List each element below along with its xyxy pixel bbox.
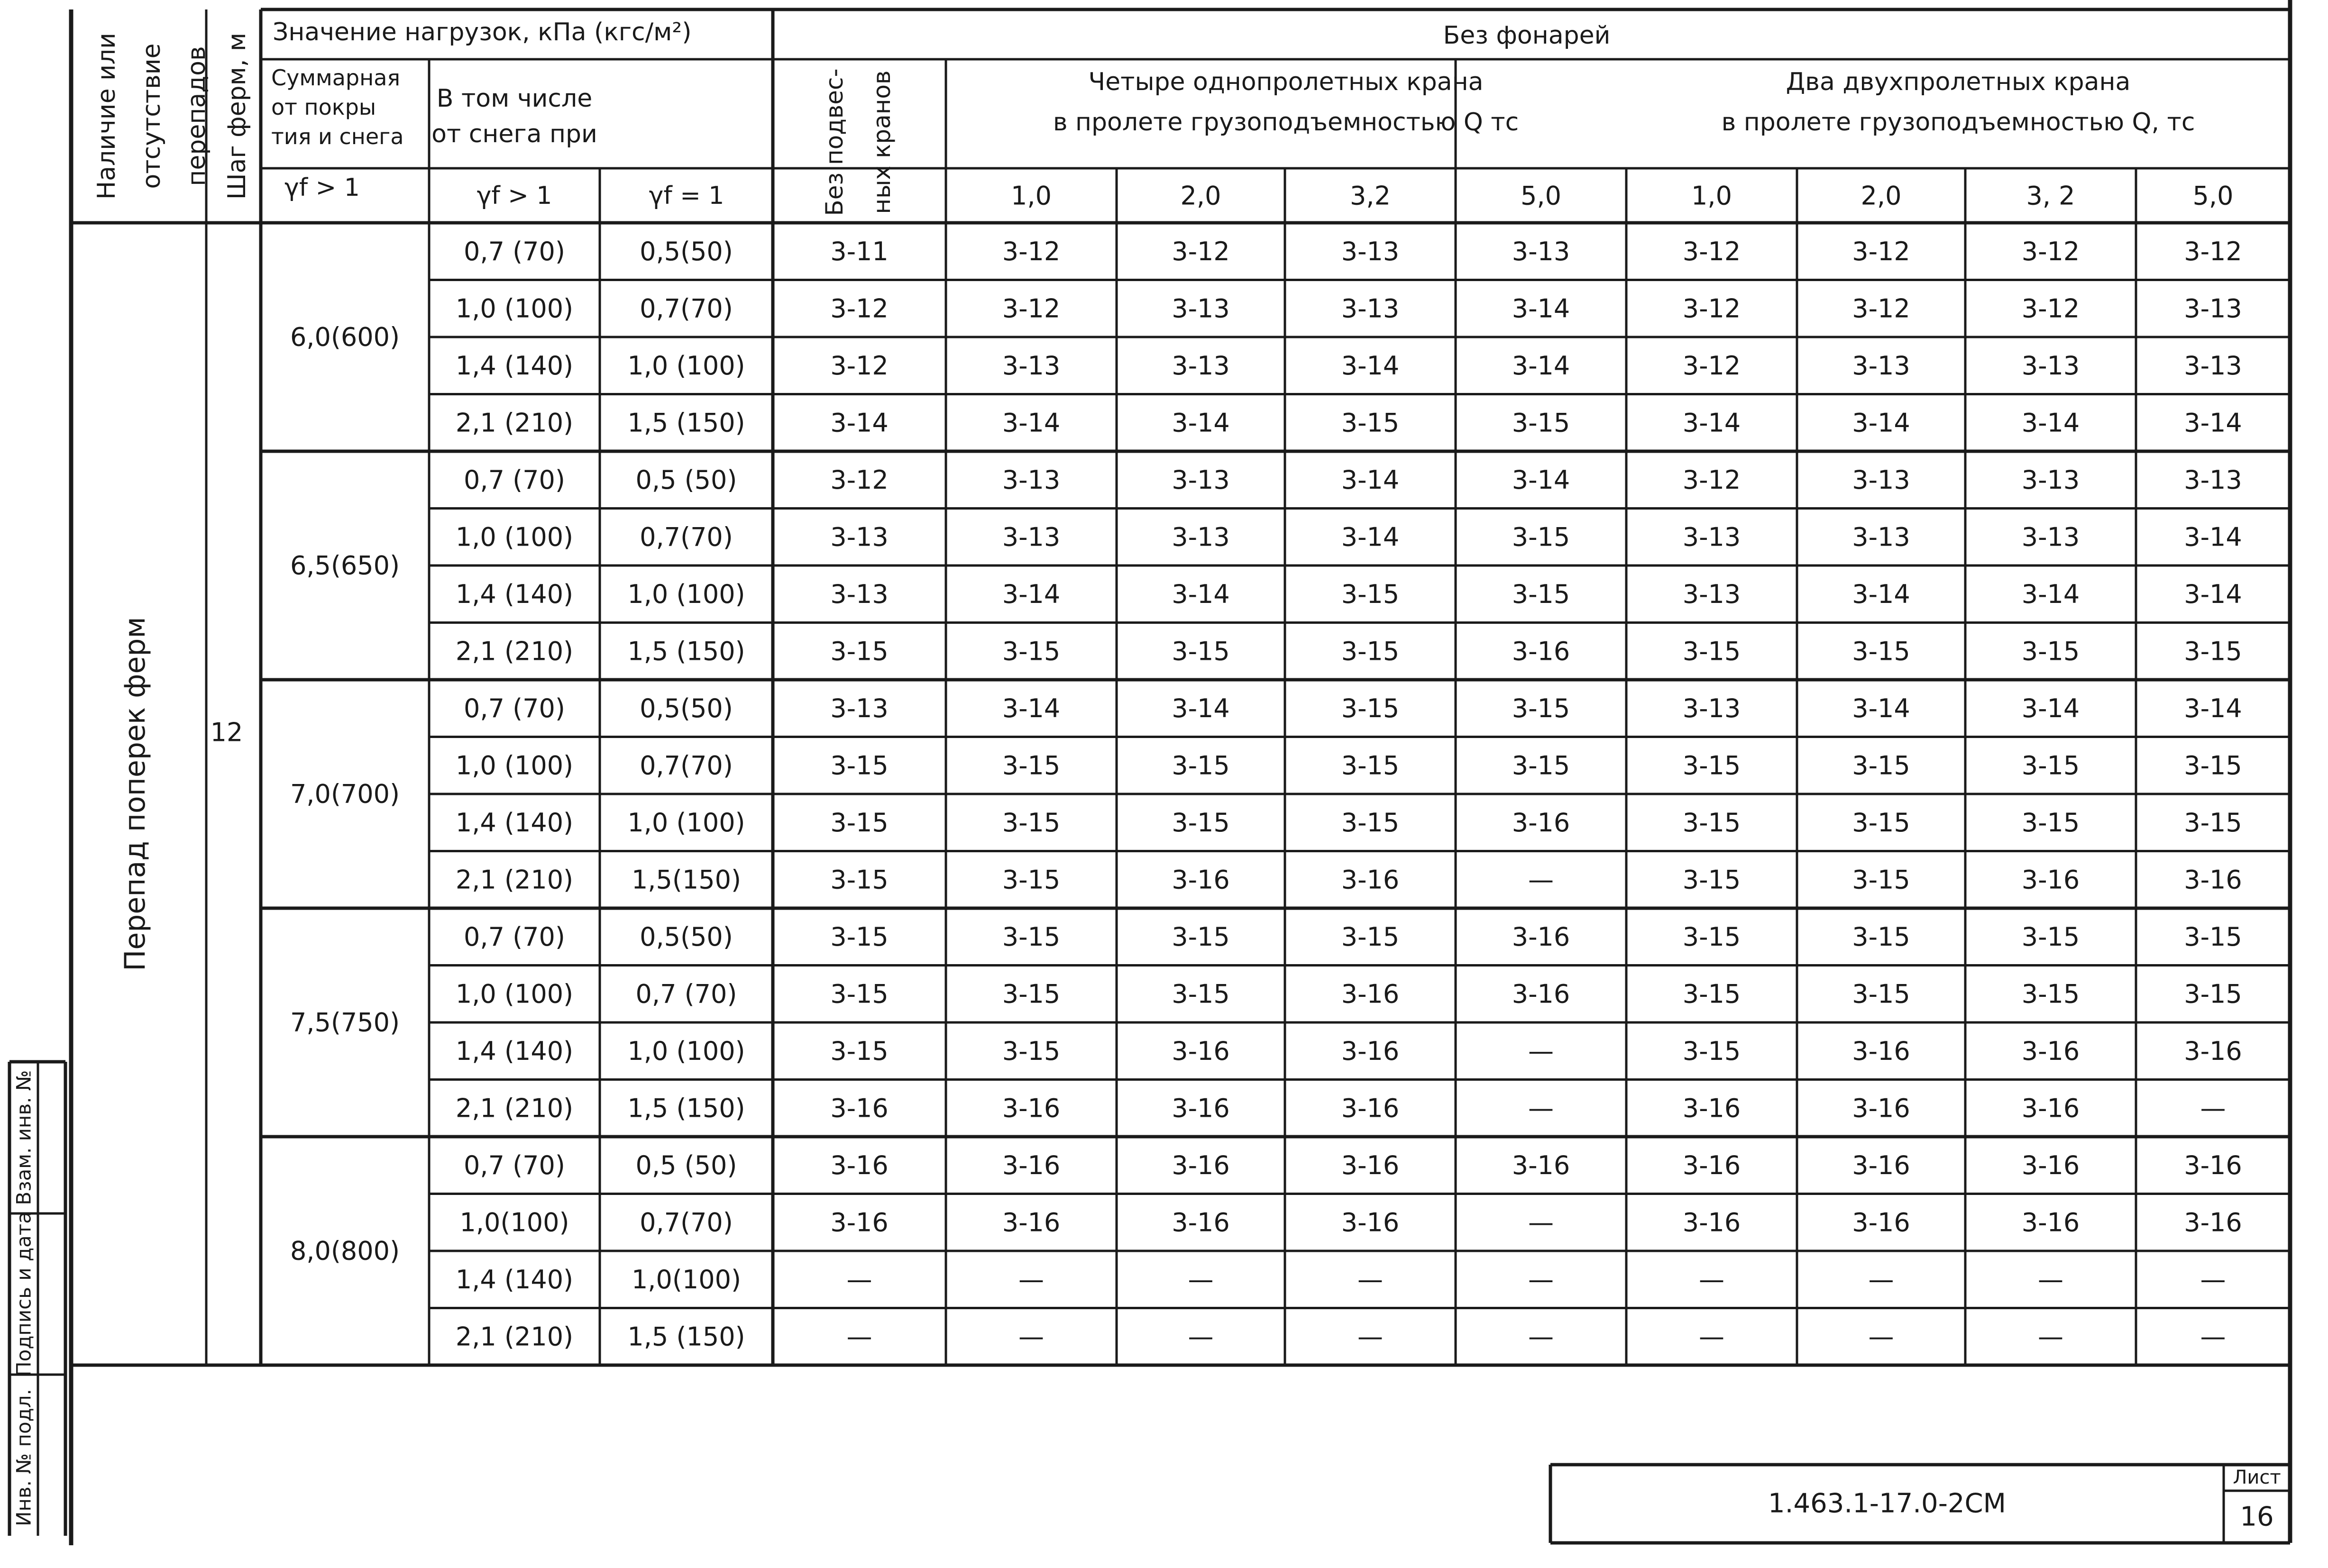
snow-load-eq-value: 0,7(70) [640, 750, 733, 781]
sheet-reference-cell: 3-14 [2021, 579, 2080, 609]
sheet-reference-cell: 3-16 [1682, 1093, 1741, 1123]
sheet-reference-cell: 3-16 [1172, 865, 1230, 895]
sheet-reference-cell: 3-16 [1341, 865, 1400, 895]
presence-header-text: перепадов [183, 46, 211, 186]
snow-load-gt-value: 1,0(100) [459, 1207, 569, 1238]
sheet-reference-cell: 3-12 [830, 350, 889, 381]
sheet-reference-cell: 3-15 [1682, 921, 1741, 952]
sheet-reference-cell: 3-13 [830, 579, 889, 609]
sheet-reference-cell: 3-14 [1002, 408, 1061, 438]
sheet-reference-cell: 3-15 [1852, 921, 1910, 952]
sheet-reference-cell: 3-13 [1512, 236, 1570, 266]
snow-load-gt-value: 1,0 (100) [455, 979, 574, 1009]
snow-load-gt-value: 0,7 (70) [464, 921, 565, 952]
sheet-reference-cell: 3-12 [1172, 236, 1230, 266]
snow-load-eq-value: 0,5(50) [640, 236, 733, 266]
sheet-reference-cell: — [1528, 1264, 1554, 1295]
sheet-reference-cell: 3-13 [2184, 465, 2242, 495]
snow-load-gt-value: 1,0 (100) [455, 750, 574, 781]
snow-load-gt-value: 0,7 (70) [464, 1150, 565, 1180]
sheet-reference-cell: 3-14 [2184, 522, 2242, 552]
sheet-reference-cell: 3-15 [2184, 921, 2242, 952]
snow-load-gt-value: 2,1 (210) [455, 636, 574, 666]
sheet-reference-cell: 3-12 [1682, 465, 1741, 495]
sheet-reference-cell: 3-15 [1172, 750, 1230, 781]
sheet-reference-cell: 3-16 [1512, 921, 1570, 952]
sheet-reference-cell: 3-14 [1682, 408, 1741, 438]
snow-load-gt-value: 2,1 (210) [455, 1093, 574, 1123]
sheet-reference-cell: 3-16 [1002, 1207, 1061, 1238]
sheet-reference-cell: 3-15 [2021, 921, 2080, 952]
sheet-reference-cell: 3-16 [2021, 1207, 2080, 1238]
snow-load-gt-value: 2,1 (210) [455, 865, 574, 895]
sheet-reference-cell: 3-15 [1852, 865, 1910, 895]
sheet-reference-cell: 3-16 [1512, 636, 1570, 666]
sheet-reference-cell: 3-13 [2184, 293, 2242, 324]
sheet-reference-cell: 3-13 [2184, 350, 2242, 381]
sheet-reference-cell: — [1528, 1207, 1554, 1238]
presence-header-text: Наличие или [92, 33, 121, 200]
presence-row-label: Перепад поперек ферм [119, 617, 152, 971]
sheet-reference-cell: 3-13 [1852, 522, 1910, 552]
sheet-reference-cell: 3-15 [1682, 750, 1741, 781]
sheet-reference-cell: 3-15 [1852, 979, 1910, 1009]
sheet-reference-cell: 3-15 [1512, 750, 1570, 781]
step-value: 12 [210, 717, 243, 748]
sheet-reference-cell: 3-12 [2021, 236, 2080, 266]
stamp-replaced-inv: Взам. инв. № [12, 1070, 36, 1205]
sheet-reference-cell: — [1528, 1093, 1554, 1123]
sheet-reference-cell: 3-15 [1002, 636, 1061, 666]
sheet-reference-cell: 3-16 [1341, 1207, 1400, 1238]
sheet-reference-cell: 3-15 [1172, 921, 1230, 952]
sheet-reference-cell: 3-15 [830, 865, 889, 895]
sheet-reference-cell: 3-14 [1852, 408, 1910, 438]
total-load-value: 7,0(700) [290, 779, 400, 809]
capacity-two-1: 1,0 [1691, 181, 1732, 211]
sheet-reference-cell: — [2200, 1093, 2226, 1123]
sheet-reference-cell: 3-12 [830, 293, 889, 324]
sheet-reference-cell: 3-15 [1682, 807, 1741, 838]
snow-load-label: от снега при [431, 120, 597, 148]
sheet-reference-cell: — [2200, 1322, 2226, 1352]
sheet-reference-cell: 3-15 [2184, 750, 2242, 781]
sheet-reference-cell: 3-13 [1172, 465, 1230, 495]
sheet-reference-cell: 3-16 [1172, 1207, 1230, 1238]
total-load-label: Суммарная [271, 65, 401, 91]
sheet-reference-cell: 3-13 [1002, 522, 1061, 552]
sheet-reference-cell: 3-11 [830, 236, 889, 266]
snow-load-eq-value: 0,7(70) [640, 522, 733, 552]
sheet-reference-cell: — [1357, 1264, 1383, 1295]
sheet-reference-cell: 3-16 [2021, 1093, 2080, 1123]
sheet-reference-cell: 3-16 [2184, 1036, 2242, 1066]
loads-title: Значение нагрузок, кПа (кгс/м²) [273, 18, 692, 46]
sheet-reference-cell: 3-15 [1002, 807, 1061, 838]
snow-load-eq-value: 0,5 (50) [635, 1150, 737, 1180]
total-load-label: тия и снега [271, 124, 404, 149]
sheet-reference-cell: — [2038, 1264, 2063, 1295]
sheet-reference-cell: 3-12 [1682, 236, 1741, 266]
sheet-reference-cell: 3-16 [2184, 865, 2242, 895]
sheet-reference-cell: — [1699, 1322, 1724, 1352]
sheet-reference-cell: 3-13 [1172, 293, 1230, 324]
no-lanterns-title: Без фонарей [1443, 21, 1611, 50]
sheet-reference-cell: 3-16 [2184, 1150, 2242, 1180]
sheet-reference-cell: 3-15 [1002, 1036, 1061, 1066]
no-cranes-header: Без подвес- [821, 68, 848, 216]
snow-load-gt-value: 1,4 (140) [455, 807, 574, 838]
sheet-reference-cell: 3-15 [1341, 921, 1400, 952]
sheet-reference-cell: 3-12 [1682, 293, 1741, 324]
sheet-reference-cell: 3-15 [1172, 807, 1230, 838]
sheet-reference-cell: 3-16 [1512, 807, 1570, 838]
sheet-reference-cell: 3-15 [2184, 807, 2242, 838]
presence-header-text: отсутствие [137, 43, 166, 189]
snow-load-eq-value: 1,5 (150) [627, 1322, 745, 1352]
sheet-reference-cell: 3-14 [1341, 350, 1400, 381]
sheet-reference-cell: 3-13 [1172, 350, 1230, 381]
snow-load-eq-value: 0,5 (50) [635, 465, 737, 495]
sheet-reference-cell: 3-15 [1341, 693, 1400, 723]
sheet-reference-cell: 3-16 [830, 1150, 889, 1180]
sheet-reference-cell: 3-15 [1682, 1036, 1741, 1066]
sheet-reference-cell: — [846, 1264, 872, 1295]
sheet-reference-cell: 3-14 [1512, 465, 1570, 495]
capacity-two-4: 5,0 [2192, 181, 2234, 211]
sheet-reference-cell: 3-16 [1512, 1150, 1570, 1180]
sheet-reference-cell: 3-13 [2021, 522, 2080, 552]
sheet-label: Лист [2233, 1467, 2281, 1488]
sheet-reference-cell: 3-14 [1002, 693, 1061, 723]
sheet-reference-cell: 3-12 [2184, 236, 2242, 266]
sheet-reference-cell: — [1188, 1322, 1214, 1352]
capacity-four-1: 1,0 [1011, 181, 1052, 211]
table-grid [9, 0, 2290, 1545]
sheet-reference-cell: 3-15 [1682, 865, 1741, 895]
snow-load-eq-value: 1,0 (100) [627, 579, 745, 609]
snow-load-gt-value: 1,0 (100) [455, 293, 574, 324]
total-load-value: 6,0(600) [290, 322, 400, 352]
snow-load-gt-value: 1,4 (140) [455, 1036, 574, 1066]
sheet-reference-cell: 3-13 [1682, 522, 1741, 552]
sheet-reference-cell: 3-16 [1341, 1150, 1400, 1180]
sheet-reference-cell: 3-13 [2021, 465, 2080, 495]
stamp-inv-no: Инв. № подл. [12, 1389, 36, 1526]
capacity-four-3: 3,2 [1350, 181, 1391, 211]
gamma-snow-eq: γf = 1 [649, 182, 724, 210]
two-cranes-header: в пролете грузоподъемностью Q, тс [1721, 108, 2195, 137]
sheet-reference-cell: 3-12 [1002, 293, 1061, 324]
sheet-reference-cell: 3-16 [2021, 1150, 2080, 1180]
sheet-reference-cell: 3-14 [1512, 293, 1570, 324]
snow-load-gt-value: 0,7 (70) [464, 693, 565, 723]
sheet-reference-cell: 3-14 [1172, 693, 1230, 723]
sheet-reference-cell: 3-15 [1512, 408, 1570, 438]
snow-load-eq-value: 1,5 (150) [627, 636, 745, 666]
sheet-reference-cell: 3-16 [1852, 1036, 1910, 1066]
capacity-two-3: 3, 2 [2026, 181, 2075, 211]
sheet-reference-cell: 3-16 [1852, 1093, 1910, 1123]
snow-load-eq-value: 1,5 (150) [627, 1093, 745, 1123]
sheet-reference-cell: 3-14 [2184, 579, 2242, 609]
snow-load-eq-value: 0,7(70) [640, 1207, 733, 1238]
sheet-reference-cell: 3-16 [830, 1207, 889, 1238]
sheet-reference-cell: 3-16 [1512, 979, 1570, 1009]
sheet-reference-cell: — [1357, 1322, 1383, 1352]
snow-load-eq-value: 0,5(50) [640, 921, 733, 952]
snow-load-gt-value: 1,4 (140) [455, 1264, 574, 1295]
snow-load-gt-value: 1,4 (140) [455, 350, 574, 381]
sheet-reference-cell: 3-13 [1002, 465, 1061, 495]
sheet-reference-cell: 3-14 [2184, 408, 2242, 438]
snow-load-gt-value: 1,4 (140) [455, 579, 574, 609]
snow-load-eq-value: 0,7 (70) [635, 979, 737, 1009]
total-load-value: 6,5(650) [290, 550, 400, 581]
sheet-reference-cell: 3-15 [1682, 979, 1741, 1009]
sheet-reference-cell: 3-16 [1341, 979, 1400, 1009]
sheet-reference-cell: — [1528, 1322, 1554, 1352]
sheet-reference-cell: 3-15 [1852, 750, 1910, 781]
capacity-four-4: 5,0 [1521, 181, 1561, 211]
sheet-reference-cell: 3-12 [830, 465, 889, 495]
sheet-reference-cell: 3-15 [830, 750, 889, 781]
sheet-reference-cell: 3-15 [1172, 979, 1230, 1009]
sheet-reference-cell: 3-15 [2021, 979, 2080, 1009]
sheet-reference-cell: 3-16 [1682, 1150, 1741, 1180]
snow-load-eq-value: 1,0(100) [631, 1264, 742, 1295]
sheet-reference-cell: — [1018, 1322, 1044, 1352]
sheet-reference-cell: 3-13 [1852, 465, 1910, 495]
sheet-reference-cell: 3-13 [830, 693, 889, 723]
sheet-reference-cell: 3-15 [830, 636, 889, 666]
sheet-reference-cell: — [1699, 1264, 1724, 1295]
sheet-reference-cell: 3-14 [1172, 579, 1230, 609]
sheet-reference-cell: 3-16 [1002, 1093, 1061, 1123]
sheet-reference-cell: 3-15 [2021, 807, 2080, 838]
sheet-reference-cell: 3-15 [1341, 636, 1400, 666]
sheet-reference-cell: 3-16 [1172, 1150, 1230, 1180]
sheet-reference-cell: 3-14 [1852, 693, 1910, 723]
two-cranes-header: Два двухпролетных крана [1786, 68, 2131, 96]
sheet-reference-cell: 3-16 [1172, 1036, 1230, 1066]
sheet-reference-cell: 3-13 [830, 522, 889, 552]
capacity-four-2: 2,0 [1180, 181, 1221, 211]
no-cranes-header: ных кранов [868, 70, 896, 214]
snow-load-eq-value: 1,5(150) [631, 865, 742, 895]
sheet-reference-cell: 3-15 [1341, 807, 1400, 838]
snow-load-eq-value: 0,7(70) [640, 293, 733, 324]
sheet-reference-cell: 3-16 [2021, 1036, 2080, 1066]
gamma-snow-gt: γf > 1 [477, 182, 552, 210]
snow-load-eq-value: 1,0 (100) [627, 350, 745, 381]
snow-load-gt-value: 0,7 (70) [464, 465, 565, 495]
total-load-value: 8,0(800) [290, 1236, 400, 1266]
sheet-reference-cell: 3-15 [1002, 865, 1061, 895]
sheet-reference-cell: 3-15 [2021, 750, 2080, 781]
sheet-number: 16 [2240, 1501, 2274, 1532]
sheet-reference-cell: 3-14 [830, 408, 889, 438]
snow-load-gt-value: 2,1 (210) [455, 408, 574, 438]
sheet-reference-cell: 3-13 [1682, 579, 1741, 609]
sheet-reference-cell: 3-15 [1002, 921, 1061, 952]
sheet-reference-cell: 3-13 [1172, 522, 1230, 552]
total-load-label: от покры [271, 94, 376, 120]
sheet-reference-cell: 3-14 [1172, 408, 1230, 438]
sheet-reference-cell: — [1018, 1264, 1044, 1295]
sheet-reference-cell: 3-15 [1512, 579, 1570, 609]
capacity-two-2: 2,0 [1861, 181, 1902, 211]
sheet-reference-cell: 3-15 [830, 921, 889, 952]
sheet-reference-cell: 3-16 [1341, 1036, 1400, 1066]
sheet-reference-cell: — [1528, 865, 1554, 895]
document-code: 1.463.1-17.0-2СМ [1768, 1488, 2006, 1519]
stamp-sign-date: Подпись и дата [12, 1212, 36, 1377]
sheet-reference-cell: 3-13 [1852, 350, 1910, 381]
sheet-reference-cell: 3-16 [1852, 1150, 1910, 1180]
sheet-reference-cell: 3-14 [1341, 522, 1400, 552]
sheet-reference-cell: 3-15 [1512, 693, 1570, 723]
sheet-reference-cell: 3-15 [1341, 408, 1400, 438]
snow-load-eq-value: 1,5 (150) [627, 408, 745, 438]
sheet-reference-cell: 3-16 [2184, 1207, 2242, 1238]
sheet-reference-cell: 3-16 [1172, 1093, 1230, 1123]
gamma-total: γf > 1 [284, 173, 360, 202]
sheet-reference-cell: 3-14 [1512, 350, 1570, 381]
sheet-reference-cell: 3-15 [1341, 579, 1400, 609]
sheet-reference-cell: 3-14 [1852, 579, 1910, 609]
sheet-reference-cell: 3-14 [2021, 408, 2080, 438]
sheet-reference-cell: 3-15 [830, 1036, 889, 1066]
sheet-reference-cell: — [1868, 1322, 1894, 1352]
sheet-reference-cell: — [2200, 1264, 2226, 1295]
sheet-reference-cell: 3-16 [830, 1093, 889, 1123]
snow-load-gt-value: 1,0 (100) [455, 522, 574, 552]
snow-load-eq-value: 0,5(50) [640, 693, 733, 723]
sheet-reference-cell: 3-15 [830, 979, 889, 1009]
sheet-reference-cell: 3-15 [1852, 807, 1910, 838]
sheet-reference-cell: 3-14 [2021, 693, 2080, 723]
sheet-reference-cell: 3-15 [2184, 636, 2242, 666]
snow-load-label: В том числе [436, 84, 593, 113]
sheet-reference-cell: — [846, 1322, 872, 1352]
sheet-reference-cell: 3-16 [1341, 1093, 1400, 1123]
sheet-reference-cell: 3-15 [1002, 979, 1061, 1009]
sheet-reference-cell: — [1188, 1264, 1214, 1295]
sheet-reference-cell: 3-16 [1852, 1207, 1910, 1238]
sheet-reference-cell: 3-12 [1852, 236, 1910, 266]
sheet-reference-cell: 3-15 [1512, 522, 1570, 552]
step-header-text: Шаг ферм, м [223, 32, 251, 200]
sheet-reference-cell: 3-15 [1682, 636, 1741, 666]
snow-load-gt-value: 2,1 (210) [455, 1322, 574, 1352]
sheet-reference-cell: 3-15 [830, 807, 889, 838]
sheet-reference-cell: 3-14 [1341, 465, 1400, 495]
sheet-reference-cell: 3-13 [1341, 293, 1400, 324]
sheet-reference-cell: — [1528, 1036, 1554, 1066]
sheet-reference-cell: 3-15 [2021, 636, 2080, 666]
total-load-value: 7,5(750) [290, 1007, 400, 1038]
sheet-reference-cell: 3-13 [1341, 236, 1400, 266]
sheet-reference-cell: 3-12 [1852, 293, 1910, 324]
sheet-reference-cell: 3-15 [1341, 750, 1400, 781]
snow-load-gt-value: 0,7 (70) [464, 236, 565, 266]
sheet-reference-cell: 3-14 [1002, 579, 1061, 609]
sheet-reference-cell: 3-16 [1682, 1207, 1741, 1238]
sheet-reference-cell: 3-13 [1682, 693, 1741, 723]
sheet-reference-cell: 3-12 [1682, 350, 1741, 381]
sheet-reference-cell: — [2038, 1322, 2063, 1352]
sheet-reference-cell: 3-16 [1002, 1150, 1061, 1180]
sheet-reference-cell: 3-14 [2184, 693, 2242, 723]
sheet-reference-cell: 3-12 [2021, 293, 2080, 324]
sheet-reference-cell: 3-16 [2021, 865, 2080, 895]
four-cranes-header: в пролете грузоподъемностью Q тс [1053, 108, 1519, 137]
sheet-reference-cell: 3-13 [1002, 350, 1061, 381]
sheet-reference-cell: 3-13 [2021, 350, 2080, 381]
snow-load-eq-value: 1,0 (100) [627, 807, 745, 838]
sheet-reference-cell: 3-12 [1002, 236, 1061, 266]
sheet-reference-cell: 3-15 [1852, 636, 1910, 666]
sheet-reference-cell: — [1868, 1264, 1894, 1295]
sheet-reference-cell: 3-15 [2184, 979, 2242, 1009]
four-cranes-header: Четыре однопролетных крана [1088, 68, 1484, 96]
sheet-reference-cell: 3-15 [1002, 750, 1061, 781]
table-text [12, 18, 2281, 1532]
sheet-reference-cell: 3-15 [1172, 636, 1230, 666]
snow-load-eq-value: 1,0 (100) [627, 1036, 745, 1066]
